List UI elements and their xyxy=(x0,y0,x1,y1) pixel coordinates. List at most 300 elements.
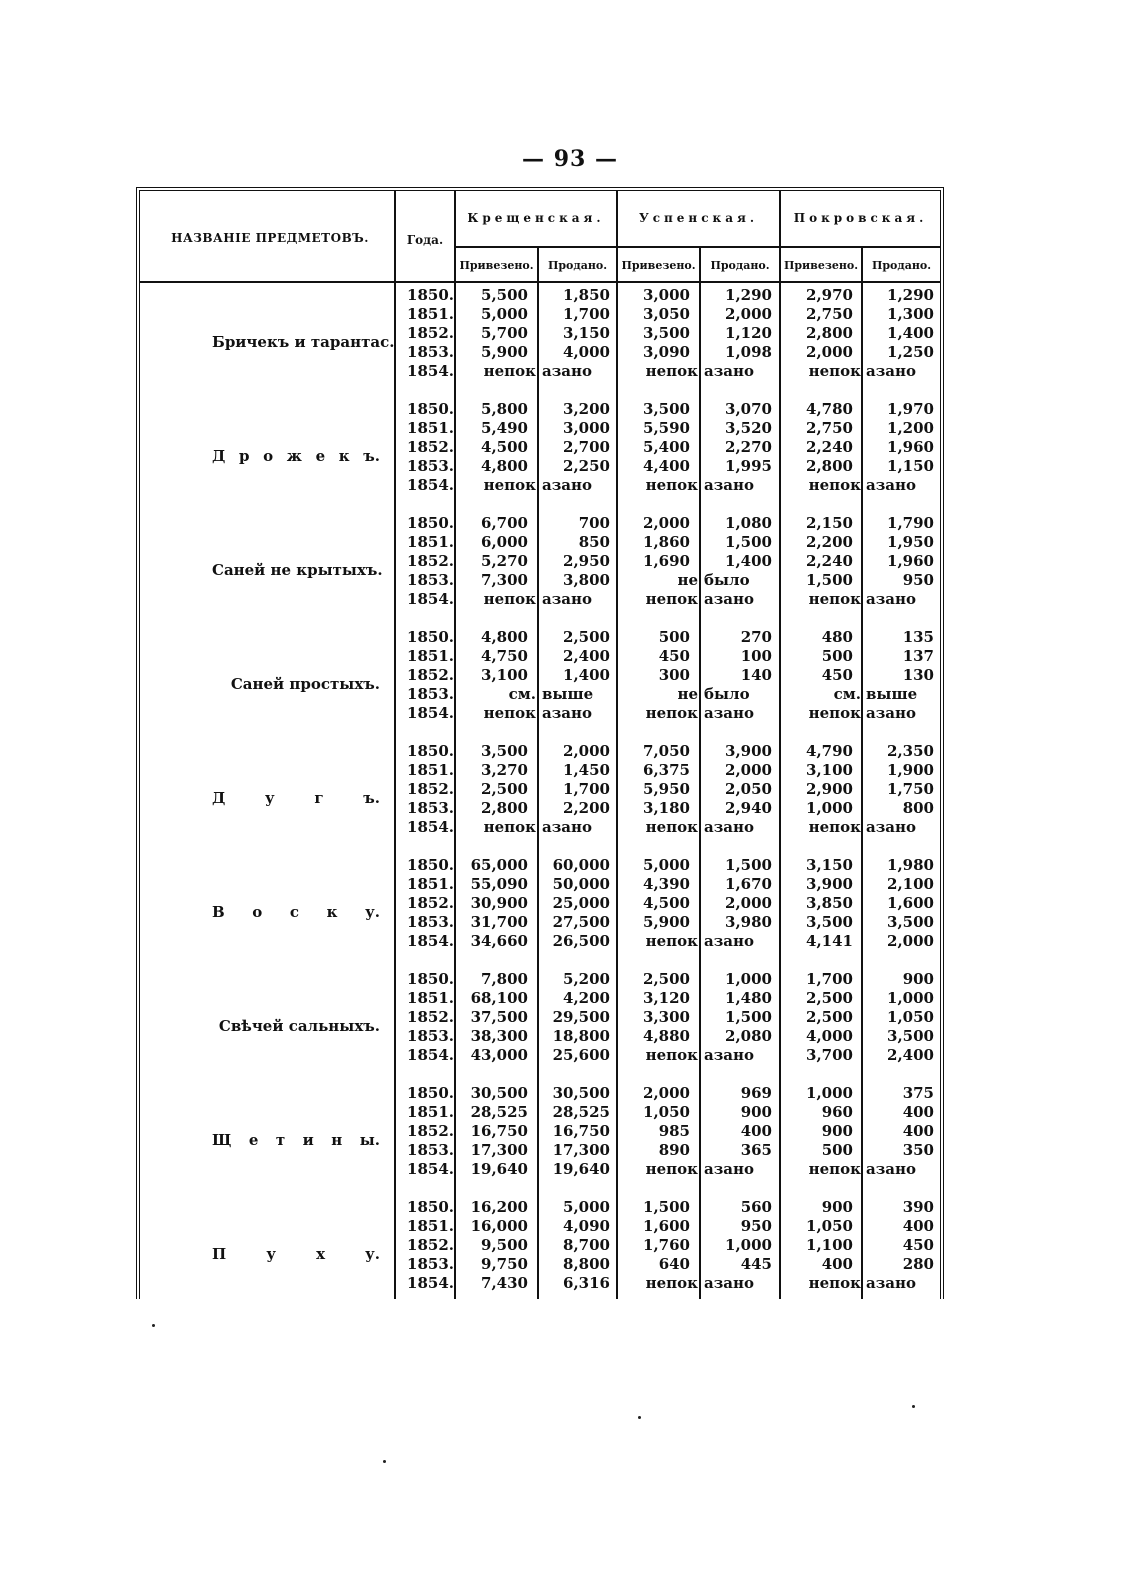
value-cell: 3,150 xyxy=(563,324,610,342)
table-row xyxy=(140,1008,940,1027)
value-cell: азано xyxy=(866,704,916,722)
table-row xyxy=(140,666,940,685)
value-cell: 900 xyxy=(740,1103,772,1121)
value-cell: 1,050 xyxy=(806,1217,853,1235)
value-cell: 3,070 xyxy=(725,400,772,418)
table-row xyxy=(140,647,940,666)
year-cell: 1851. xyxy=(407,419,454,437)
item-name-letter: у xyxy=(265,789,275,807)
value-cell: 19,640 xyxy=(552,1160,610,1178)
value-cell: 500 xyxy=(821,647,853,665)
item-name-letter: Д xyxy=(212,447,226,465)
value-cell: 2,100 xyxy=(887,875,934,893)
table-row xyxy=(140,438,940,457)
value-cell: 25,000 xyxy=(552,894,610,912)
value-cell: 4,500 xyxy=(643,894,690,912)
item-group xyxy=(140,628,940,742)
value-cell: 3,900 xyxy=(806,875,853,893)
value-cell: 890 xyxy=(658,1141,690,1159)
value-cell: 1,750 xyxy=(887,780,934,798)
item-name-letter: ъ. xyxy=(363,447,380,465)
value-cell: 26,500 xyxy=(552,932,610,950)
value-cell: 350 xyxy=(902,1141,934,1159)
value-cell: 1,250 xyxy=(887,343,934,361)
item-name-letter: Д xyxy=(212,789,226,807)
value-cell: 1,690 xyxy=(643,552,690,570)
value-cell: 950 xyxy=(902,571,934,589)
value-cell: 900 xyxy=(821,1198,853,1216)
table-row xyxy=(140,856,940,875)
item-name-letter: у. xyxy=(365,903,380,921)
value-cell: азано xyxy=(542,818,592,836)
table-row xyxy=(140,514,940,533)
value-cell: непок xyxy=(483,362,536,380)
value-cell: 1,050 xyxy=(887,1008,934,1026)
year-cell: 1851. xyxy=(407,1217,454,1235)
value-cell: непок xyxy=(645,362,698,380)
value-cell: 25,600 xyxy=(552,1046,610,1064)
item-name-letter: т xyxy=(275,1131,286,1149)
item-name: Свѣчей сальныхъ. xyxy=(218,1017,380,1035)
table-row xyxy=(140,970,940,989)
item-name-letter: х xyxy=(316,1245,326,1263)
value-cell: выше xyxy=(542,685,594,703)
value-cell: 3,150 xyxy=(806,856,853,874)
item-group xyxy=(140,856,940,970)
value-cell: 1,500 xyxy=(725,856,772,874)
table-row xyxy=(140,1103,940,1122)
value-cell: 55,090 xyxy=(470,875,528,893)
table-row xyxy=(140,1198,940,1217)
year-cell: 1851. xyxy=(407,305,454,323)
value-cell: 2,800 xyxy=(806,324,853,342)
table-row xyxy=(140,419,940,438)
value-cell: азано xyxy=(704,1046,754,1064)
value-cell: 27,500 xyxy=(552,913,610,931)
value-cell: 4,500 xyxy=(481,438,528,456)
value-cell: азано xyxy=(542,476,592,494)
value-cell: 2,000 xyxy=(806,343,853,361)
value-cell: азано xyxy=(704,704,754,722)
value-cell: 500 xyxy=(658,628,690,646)
value-cell: азано xyxy=(866,590,916,608)
value-cell: 850 xyxy=(578,533,610,551)
item-name-letter: н xyxy=(331,1131,343,1149)
value-cell: 1,050 xyxy=(643,1103,690,1121)
value-cell: 100 xyxy=(740,647,772,665)
table-row xyxy=(140,742,940,761)
table-row xyxy=(140,457,940,476)
value-cell: 300 xyxy=(658,666,690,684)
value-cell: непок xyxy=(645,1046,698,1064)
value-cell: непок xyxy=(808,818,861,836)
value-cell: 1,450 xyxy=(563,761,610,779)
item-name-letter: П xyxy=(212,1245,227,1263)
value-cell: 1,960 xyxy=(887,552,934,570)
value-cell: 390 xyxy=(902,1198,934,1216)
item-name-letter: ъ. xyxy=(363,789,380,807)
value-cell: 4,141 xyxy=(806,932,853,950)
year-cell: 1854. xyxy=(407,362,454,380)
value-cell: 700 xyxy=(578,514,610,532)
value-cell: 1,400 xyxy=(725,552,772,570)
value-cell: 3,000 xyxy=(643,286,690,304)
value-cell: 800 xyxy=(902,799,934,817)
value-cell: 4,090 xyxy=(563,1217,610,1235)
value-cell: 16,200 xyxy=(470,1198,528,1216)
value-cell: 1,400 xyxy=(563,666,610,684)
value-cell: было xyxy=(704,685,750,703)
year-cell: 1853. xyxy=(407,1027,454,1045)
value-cell: 19,640 xyxy=(470,1160,528,1178)
value-cell: 1,980 xyxy=(887,856,934,874)
value-cell: 1,700 xyxy=(563,305,610,323)
value-cell: 2,800 xyxy=(806,457,853,475)
table-row xyxy=(140,704,940,723)
value-cell: 9,500 xyxy=(481,1236,528,1254)
value-cell: непок xyxy=(808,704,861,722)
year-cell: 1854. xyxy=(407,704,454,722)
year-cell: 1853. xyxy=(407,457,454,475)
header-sold-p: Продано. xyxy=(871,259,932,272)
value-cell: 43,000 xyxy=(470,1046,528,1064)
value-cell: 5,400 xyxy=(643,438,690,456)
item-name-letter: г xyxy=(314,789,324,807)
value-cell: 3,520 xyxy=(725,419,772,437)
scan-speck xyxy=(912,1405,915,1408)
value-cell: 2,950 xyxy=(563,552,610,570)
value-cell: непок xyxy=(645,1160,698,1178)
item-group xyxy=(140,970,940,1084)
year-cell: 1850. xyxy=(407,514,454,532)
table-row xyxy=(140,628,940,647)
value-cell: 7,050 xyxy=(643,742,690,760)
year-cell: 1853. xyxy=(407,343,454,361)
value-cell: 1,000 xyxy=(725,1236,772,1254)
header-sold-u: Продано. xyxy=(710,259,770,272)
scan-speck xyxy=(638,1416,641,1419)
value-cell: 1,300 xyxy=(887,305,934,323)
value-cell: 4,800 xyxy=(481,628,528,646)
value-cell: 2,050 xyxy=(725,780,772,798)
value-cell: непок xyxy=(483,476,536,494)
value-cell: 500 xyxy=(821,1141,853,1159)
item-group xyxy=(140,514,940,628)
value-cell: 60,000 xyxy=(552,856,610,874)
table-row xyxy=(140,932,940,951)
table-row xyxy=(140,1160,940,1179)
value-cell: азано xyxy=(866,476,916,494)
value-cell: 400 xyxy=(740,1122,772,1140)
value-cell: 3,800 xyxy=(563,571,610,589)
value-cell: непок xyxy=(483,590,536,608)
value-cell: 5,490 xyxy=(481,419,528,437)
item-name-letter: о xyxy=(263,447,274,465)
table-row xyxy=(140,533,940,552)
value-cell: выше xyxy=(866,685,918,703)
value-cell: азано xyxy=(542,590,592,608)
value-cell: 130 xyxy=(902,666,934,684)
value-cell: азано xyxy=(704,1274,754,1292)
year-cell: 1854. xyxy=(407,590,454,608)
value-cell: 5,500 xyxy=(481,286,528,304)
year-cell: 1850. xyxy=(407,742,454,760)
value-cell: 2,970 xyxy=(806,286,853,304)
value-cell: 640 xyxy=(658,1255,690,1273)
value-cell: 4,000 xyxy=(563,343,610,361)
value-cell: 2,500 xyxy=(806,989,853,1007)
item-name-letter: ы. xyxy=(359,1131,380,1149)
table-row xyxy=(140,590,940,609)
year-cell: 1850. xyxy=(407,856,454,874)
table-row xyxy=(140,1027,940,1046)
value-cell: 5,000 xyxy=(481,305,528,323)
item-name-letter: о xyxy=(252,903,263,921)
year-cell: 1854. xyxy=(407,1274,454,1292)
value-cell: 450 xyxy=(658,647,690,665)
value-cell: 28,525 xyxy=(470,1103,528,1121)
value-cell: 5,900 xyxy=(643,913,690,931)
value-cell: 1,850 xyxy=(563,286,610,304)
value-cell: не xyxy=(677,685,698,703)
value-cell: 960 xyxy=(821,1103,853,1121)
table-row xyxy=(140,286,940,305)
table-row xyxy=(140,305,940,324)
value-cell: 1,000 xyxy=(806,1084,853,1102)
value-cell: 16,000 xyxy=(470,1217,528,1235)
value-cell: 1,700 xyxy=(806,970,853,988)
header-brought-k: Привезено. xyxy=(459,259,534,272)
value-cell: 3,700 xyxy=(806,1046,853,1064)
year-cell: 1851. xyxy=(407,533,454,551)
year-cell: 1850. xyxy=(407,286,454,304)
item-name-letter: к xyxy=(326,903,338,921)
value-cell: 1,080 xyxy=(725,514,772,532)
value-cell: 1,500 xyxy=(725,1008,772,1026)
value-cell: 1,000 xyxy=(725,970,772,988)
value-cell: 1,960 xyxy=(887,438,934,456)
value-cell: 4,880 xyxy=(643,1027,690,1045)
header-sold-k: Продано. xyxy=(547,259,608,272)
value-cell: 34,660 xyxy=(470,932,528,950)
value-cell: 1,000 xyxy=(887,989,934,1007)
year-cell: 1850. xyxy=(407,1084,454,1102)
value-cell: 2,750 xyxy=(806,419,853,437)
table-row xyxy=(140,1122,940,1141)
year-cell: 1850. xyxy=(407,1198,454,1216)
value-cell: азано xyxy=(542,704,592,722)
value-cell: 16,750 xyxy=(552,1122,610,1140)
value-cell: 1,500 xyxy=(725,533,772,551)
value-cell: 5,590 xyxy=(643,419,690,437)
header-brought-u: Привезено. xyxy=(621,259,696,272)
value-cell: 1,480 xyxy=(725,989,772,1007)
year-cell: 1854. xyxy=(407,1046,454,1064)
value-cell: 16,750 xyxy=(470,1122,528,1140)
value-cell: 140 xyxy=(740,666,772,684)
table-row xyxy=(140,1255,940,1274)
value-cell: 6,000 xyxy=(481,533,528,551)
table-row xyxy=(140,552,940,571)
value-cell: 3,980 xyxy=(725,913,772,931)
value-cell: 5,700 xyxy=(481,324,528,342)
value-cell: 400 xyxy=(902,1103,934,1121)
year-cell: 1852. xyxy=(407,1236,454,1254)
value-cell: 5,950 xyxy=(643,780,690,798)
value-cell: 50,000 xyxy=(552,875,610,893)
value-cell: 68,100 xyxy=(470,989,528,1007)
value-cell: 1,995 xyxy=(725,457,772,475)
value-cell: 65,000 xyxy=(470,856,528,874)
table-row xyxy=(140,685,940,704)
value-cell: см. xyxy=(833,685,861,703)
value-cell: непок xyxy=(808,362,861,380)
table-row xyxy=(140,818,940,837)
value-cell: 2,400 xyxy=(887,1046,934,1064)
value-cell: 480 xyxy=(821,628,853,646)
value-cell: 4,750 xyxy=(481,647,528,665)
value-cell: 3,500 xyxy=(643,400,690,418)
value-cell: 2,270 xyxy=(725,438,772,456)
value-cell: 3,500 xyxy=(806,913,853,931)
value-cell: 8,800 xyxy=(563,1255,610,1273)
value-cell: 9,750 xyxy=(481,1255,528,1273)
year-cell: 1851. xyxy=(407,989,454,1007)
year-cell: 1852. xyxy=(407,666,454,684)
item-name-letter: у. xyxy=(365,1245,380,1263)
header-fair-uspenskaya: Успенская. xyxy=(638,211,759,225)
value-cell: непок xyxy=(645,704,698,722)
value-cell: 1,790 xyxy=(887,514,934,532)
value-cell: непок xyxy=(808,1274,861,1292)
value-cell: 2,350 xyxy=(887,742,934,760)
table-row xyxy=(140,1084,940,1103)
year-cell: 1852. xyxy=(407,438,454,456)
value-cell: 2,500 xyxy=(643,970,690,988)
value-cell: 400 xyxy=(902,1217,934,1235)
value-cell: не xyxy=(677,571,698,589)
year-cell: 1854. xyxy=(407,932,454,950)
value-cell: 1,600 xyxy=(643,1217,690,1235)
table-row xyxy=(140,1236,940,1255)
year-cell: 1852. xyxy=(407,1008,454,1026)
value-cell: 2,200 xyxy=(806,533,853,551)
value-cell: азано xyxy=(704,818,754,836)
item-name-letter: р xyxy=(238,447,250,465)
value-cell: 5,200 xyxy=(563,970,610,988)
value-cell: 2,750 xyxy=(806,305,853,323)
value-cell: 3,850 xyxy=(806,894,853,912)
year-cell: 1853. xyxy=(407,1255,454,1273)
item-name-letter: у xyxy=(266,1245,276,1263)
value-cell: 400 xyxy=(902,1122,934,1140)
item-name-letter: е xyxy=(315,447,326,465)
value-cell: 1,500 xyxy=(643,1198,690,1216)
value-cell: азано xyxy=(866,1160,916,1178)
value-cell: 2,240 xyxy=(806,438,853,456)
value-cell: 4,390 xyxy=(643,875,690,893)
value-cell: 2,000 xyxy=(725,761,772,779)
year-cell: 1854. xyxy=(407,818,454,836)
header-item-name: НАЗВАНІЕ ПРЕДМЕТОВЪ. xyxy=(171,231,369,245)
value-cell: 985 xyxy=(658,1122,690,1140)
value-cell: 2,000 xyxy=(887,932,934,950)
value-cell: 38,300 xyxy=(470,1027,528,1045)
value-cell: 30,500 xyxy=(552,1084,610,1102)
value-cell: 5,800 xyxy=(481,400,528,418)
value-cell: 1,290 xyxy=(887,286,934,304)
table-body xyxy=(140,286,940,1312)
header-bottom-rule xyxy=(140,281,940,283)
table-row xyxy=(140,875,940,894)
value-cell: 4,000 xyxy=(806,1027,853,1045)
fair-trade-table xyxy=(136,187,944,1299)
value-cell: непок xyxy=(808,590,861,608)
year-cell: 1852. xyxy=(407,324,454,342)
value-cell: 1,150 xyxy=(887,457,934,475)
value-cell: 2,500 xyxy=(563,628,610,646)
table-row xyxy=(140,324,940,343)
value-cell: азано xyxy=(704,590,754,608)
value-cell: 2,250 xyxy=(563,457,610,475)
value-cell: азано xyxy=(704,932,754,950)
item-name-letter: с xyxy=(289,903,300,921)
value-cell: 5,000 xyxy=(643,856,690,874)
year-cell: 1852. xyxy=(407,780,454,798)
value-cell: 375 xyxy=(902,1084,934,1102)
year-cell: 1852. xyxy=(407,894,454,912)
value-cell: непок xyxy=(645,590,698,608)
item-group xyxy=(140,1084,940,1198)
value-cell: 1,000 xyxy=(806,799,853,817)
item-group xyxy=(140,1198,940,1312)
value-cell: 1,950 xyxy=(887,533,934,551)
scan-speck xyxy=(152,1324,155,1327)
item-name-letter: В xyxy=(212,903,225,921)
item-group xyxy=(140,742,940,856)
header-fair-kreshchenskaya: Крещенская. xyxy=(467,211,605,225)
value-cell: 2,000 xyxy=(725,894,772,912)
value-cell: 1,400 xyxy=(887,324,934,342)
value-cell: 3,050 xyxy=(643,305,690,323)
value-cell: непок xyxy=(808,476,861,494)
year-cell: 1852. xyxy=(407,552,454,570)
value-cell: 450 xyxy=(821,666,853,684)
value-cell: 969 xyxy=(740,1084,772,1102)
value-cell: 17,300 xyxy=(470,1141,528,1159)
value-cell: 2,800 xyxy=(481,799,528,817)
value-cell: 3,000 xyxy=(563,419,610,437)
header-mid-rule xyxy=(455,246,940,248)
year-cell: 1852. xyxy=(407,1122,454,1140)
value-cell: 2,150 xyxy=(806,514,853,532)
value-cell: непок xyxy=(645,932,698,950)
value-cell: непок xyxy=(645,1274,698,1292)
value-cell: 445 xyxy=(740,1255,772,1273)
table-row xyxy=(140,571,940,590)
value-cell: 6,700 xyxy=(481,514,528,532)
item-name: Бричекъ и тарантас. xyxy=(212,333,395,351)
value-cell: 7,800 xyxy=(481,970,528,988)
value-cell: 2,500 xyxy=(806,1008,853,1026)
value-cell: 3,270 xyxy=(481,761,528,779)
year-cell: 1850. xyxy=(407,400,454,418)
value-cell: 1,900 xyxy=(887,761,934,779)
item-name-letter: Щ xyxy=(212,1131,232,1149)
value-cell: 3,900 xyxy=(725,742,772,760)
value-cell: азано xyxy=(704,362,754,380)
value-cell: 2,000 xyxy=(563,742,610,760)
